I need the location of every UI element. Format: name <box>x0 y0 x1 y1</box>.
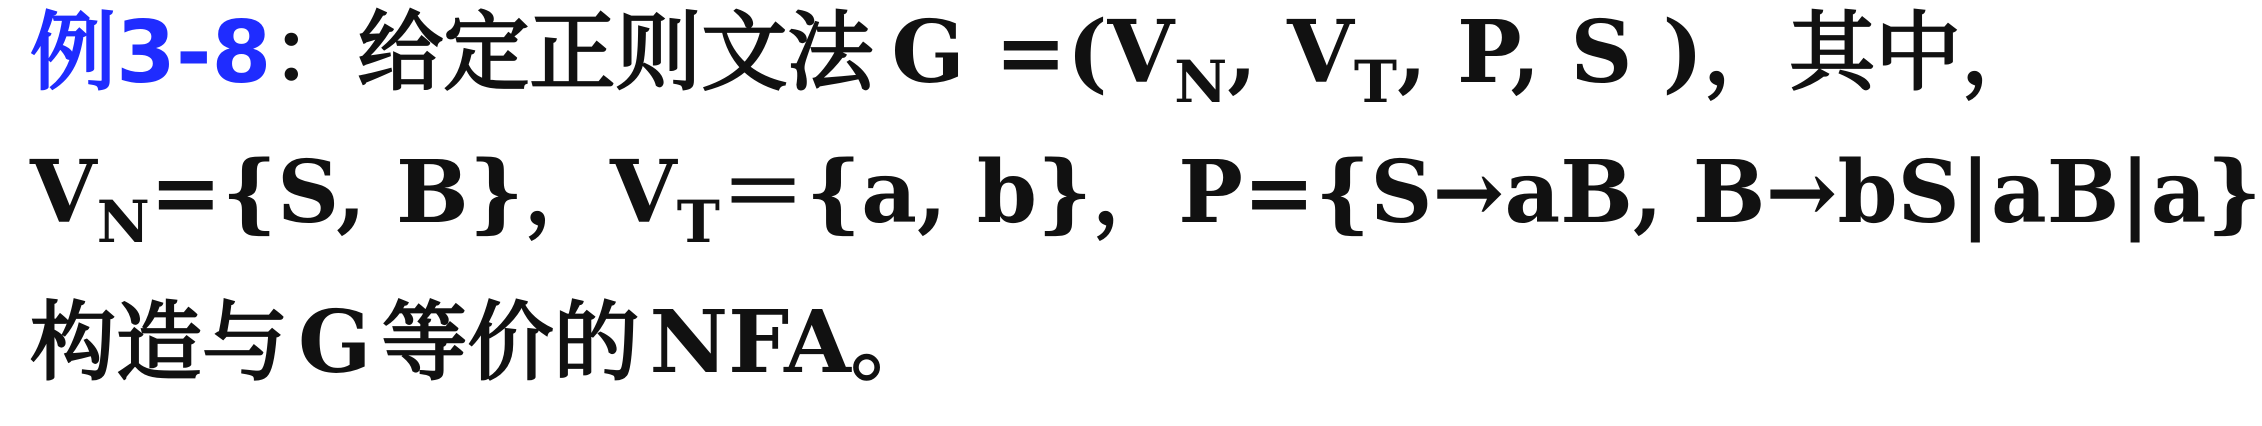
example-colon: ： <box>271 3 358 103</box>
example-label: 例3-8 <box>30 3 272 103</box>
vt-set: ＝{a, b} <box>719 142 1093 243</box>
vn-def-subscript: N <box>96 188 150 256</box>
vn-subscript: N <box>1174 48 1228 116</box>
grammar-rest: , P, S ) <box>1397 2 1704 103</box>
intro-text: 给定正则文法 <box>357 3 874 103</box>
problem-line-2 <box>30 142 2262 256</box>
vn-set: ={S, B} <box>149 142 525 243</box>
vt-symbol: V <box>1287 2 1354 103</box>
vt-subscript: T <box>1353 48 1398 116</box>
vt-def-subscript: T <box>676 188 720 256</box>
task-middle: 等价的 <box>381 293 640 393</box>
task-nfa: NFA <box>649 292 851 393</box>
production-rules: P={S→aB, B→bS|aB|a} <box>1178 142 2262 243</box>
problem-line-1 <box>30 2 2048 116</box>
separator-2: ， <box>1092 143 1179 243</box>
task-grammar: G <box>298 292 372 393</box>
grammar-tail: ，其中， <box>1703 3 2048 103</box>
vt-def-symbol: V <box>610 142 677 243</box>
separator-1: ， <box>524 143 611 243</box>
vn-def-symbol: V <box>30 142 97 243</box>
vn-symbol: V <box>1107 2 1175 103</box>
problem-line-3 <box>30 292 937 393</box>
task-before: 构造与 <box>30 293 288 393</box>
grammar-comma: , <box>1227 2 1288 103</box>
task-end: 。 <box>850 293 937 393</box>
grammar-prefix: G =( <box>891 2 1108 103</box>
